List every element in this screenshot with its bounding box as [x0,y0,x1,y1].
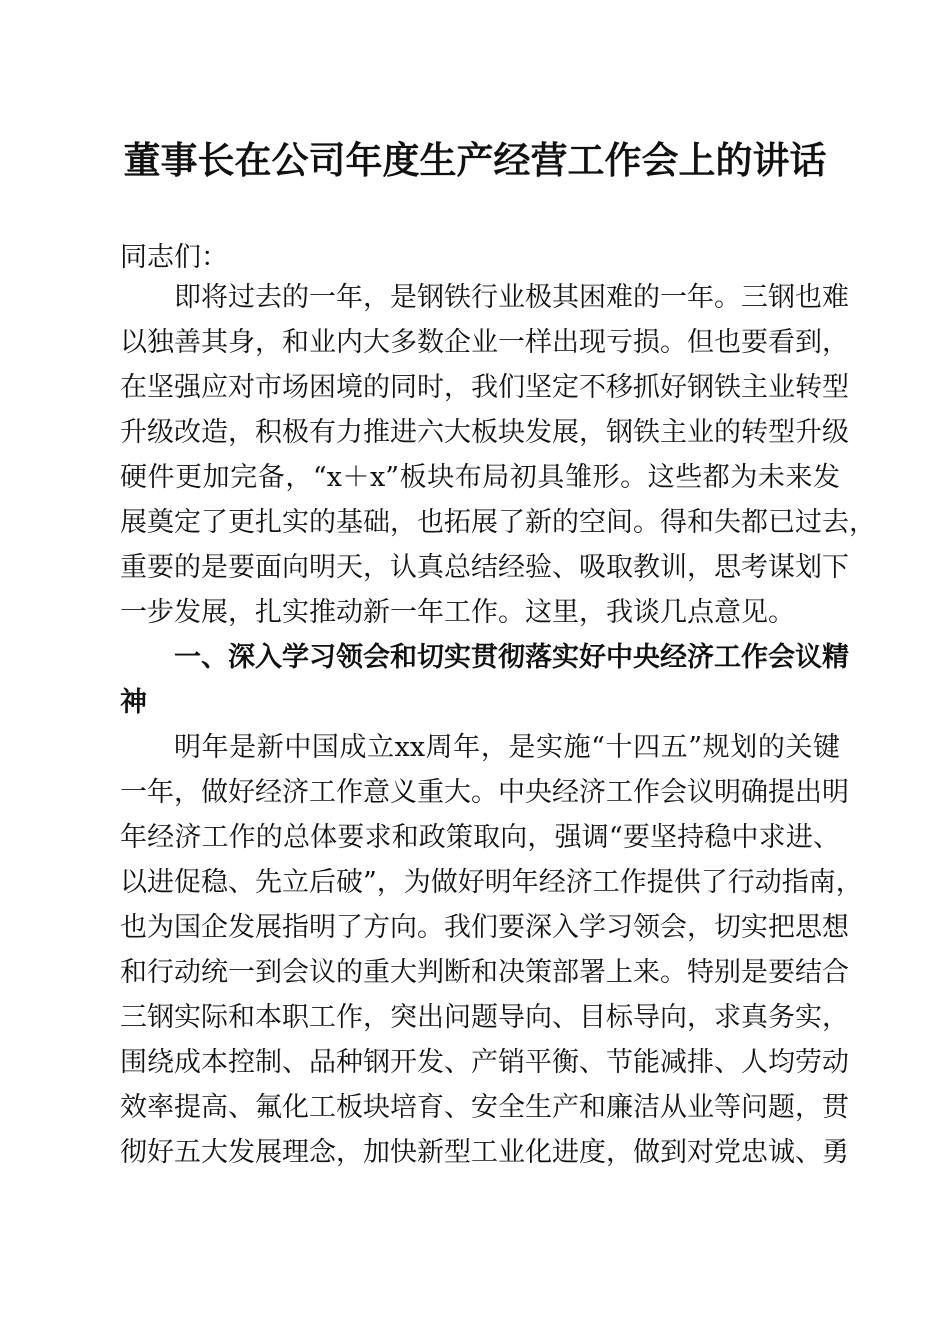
paragraph-2-line: 一年，做好经济工作意义重大。中央经济工作会议明确提出明 [120,777,849,808]
paragraph-1-line: 在坚强应对市场困境的同时，我们坚定不移抓好钢铁主业转型 [120,372,849,403]
paragraph-2-line: 明年是新中国成立xx周年，是实施“十四五”规划的关键 [174,732,840,763]
paragraph-1-line: 以独善其身，和业内大多数企业一样出现亏损。但也要看到， [120,327,849,358]
paragraph-1-line: 硬件更加完备，“x＋x”板块布局初具雏形。这些都为未来发 [120,462,840,493]
paragraph-2-line: 年经济工作的总体要求和政策取向，强调“要坚持稳中求进、 [120,822,840,853]
paragraph-2-line: 效率提高、氟化工板块培育、安全生产和廉洁从业等问题，贯 [120,1092,849,1123]
paragraph-1-line: 重要的是要面向明天，认真总结经验、吸取教训，思考谋划下 [120,552,849,583]
paragraph-2-line: 以进促稳、先立后破”，为做好明年经济工作提供了行动指南， [120,867,863,898]
paragraph-2-line: 和行动统一到会议的重大判断和决策部署上来。特别是要结合 [120,957,849,988]
document-title: 董事长在公司年度生产经营工作会上的讲话 [123,138,827,182]
paragraph-1-line: 升级改造，积极有力推进六大板块发展，钢铁主业的转型升级 [120,417,849,448]
section-heading-1-continued: 神 [120,687,147,718]
paragraph-2-line: 围绕成本控制、品种钢开发、产销平衡、节能减排、人均劳动 [120,1047,849,1078]
paragraph-2-line: 彻好五大发展理念，加快新型工业化进度，做到对党忠诚、勇 [120,1137,849,1168]
paragraph-2-line: 三钢实际和本职工作，突出问题导向、目标导向，求真务实， [120,1002,849,1033]
section-heading-1: 一、深入学习领会和切实贯彻落实好中央经济工作会议精 [174,642,849,673]
paragraph-1-line: 展奠定了更扎实的基础，也拓展了新的空间。得和失都已过去， [120,507,876,538]
salutation: 同志们： [120,242,228,273]
paragraph-1-line: 即将过去的一年，是钢铁行业极其困难的一年。三钢也难 [174,282,849,313]
paragraph-2-line: 也为国企发展指明了方向。我们要深入学习领会，切实把思想 [120,912,849,943]
paragraph-1-line: 一步发展，扎实推动新一年工作。这里，我谈几点意见。 [120,597,795,628]
